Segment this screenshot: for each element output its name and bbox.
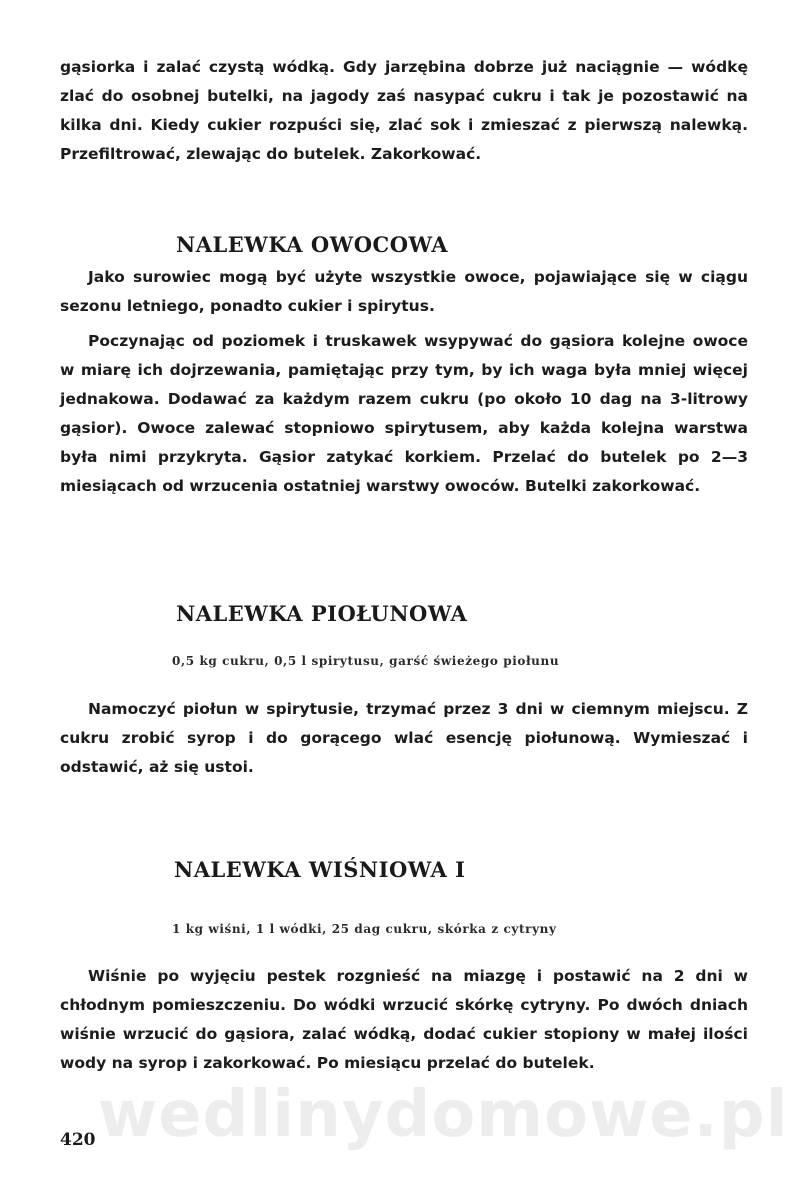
recipe-wisniowa-ingredients: 1 kg wiśni, 1 l wódki, 25 dag cukru, skórka z cytryny bbox=[172, 922, 557, 936]
recipe-owocowa-paragraph-2: Poczynając od poziomek i truskawek wsypywać do gąsiora kolejne owoce w miarę ich dojrzewania, pamiętając przy tym, by ich waga była mniej więcej jednakowa. Dodawać za każdym razem cukru (po około 10 dag na 3-litrowy gąsior). Owoce zalewać stopniowo spirytusem, aby każda kolejna warstwa była nimi przykryta. Gąsior zatykać korkiem. Przelać do butelek po 2—3 miesiącach od wrzucenia ostatniej warstwy owoców. Butelki zakorkować. bbox=[60, 332, 748, 495]
recipe-wisniowa-paragraph-1: Wiśnie po wyjęciu pestek rozgnieść na miazgę i postawić na 2 dni w chłodnym pomieszczeniu. Do wódki wrzucić skórkę cytryny. Po dwóch dniach wiśnie wrzucić do gąsiora, zalać wódką, dodać cukier stopiony w małej ilości wody na syrop i zakorkować. Po miesiącu przelać do butelek. bbox=[60, 967, 748, 1072]
recipe-owocowa-paragraph-1: Jako surowiec mogą być użyte wszystkie owoce, pojawiające się w ciągu sezonu letniego, ponadto cukier i spirytus. bbox=[60, 268, 748, 315]
page-number: 420 bbox=[60, 1130, 96, 1150]
recipe-title-wisniowa: NALEWKA WIŚNIOWA I bbox=[174, 857, 466, 882]
continuation-paragraph: gąsiorka i zalać czystą wódką. Gdy jarzębina dobrze już naciągnie — wódkę zlać do osobnej butelki, na jagody zaś nasypać cukru i tak je pozostawić na kilka dni. Kiedy cukier rozpuści się, zlać sok i zmieszać z pierwszą nalewką. Przefiltrować, zlewając do butelek. Zakorkować. bbox=[60, 58, 748, 163]
watermark: wedlinydomowe.pl bbox=[98, 1078, 789, 1152]
recipe-piolunowa-ingredients: 0,5 kg cukru, 0,5 l spirytusu, garść świeżego piołunu bbox=[172, 654, 560, 668]
recipe-title-owocowa: NALEWKA OWOCOWA bbox=[176, 232, 449, 257]
recipe-piolunowa-paragraph-1: Namoczyć piołun w spirytusie, trzymać przez 3 dni w ciemnym miejscu. Z cukru zrobić syrop i do gorącego wlać esencję piołunową. Wymieszać i odstawić, aż się ustoi. bbox=[60, 700, 748, 776]
recipe-title-piolunowa: NALEWKA PIOŁUNOWA bbox=[176, 601, 468, 626]
